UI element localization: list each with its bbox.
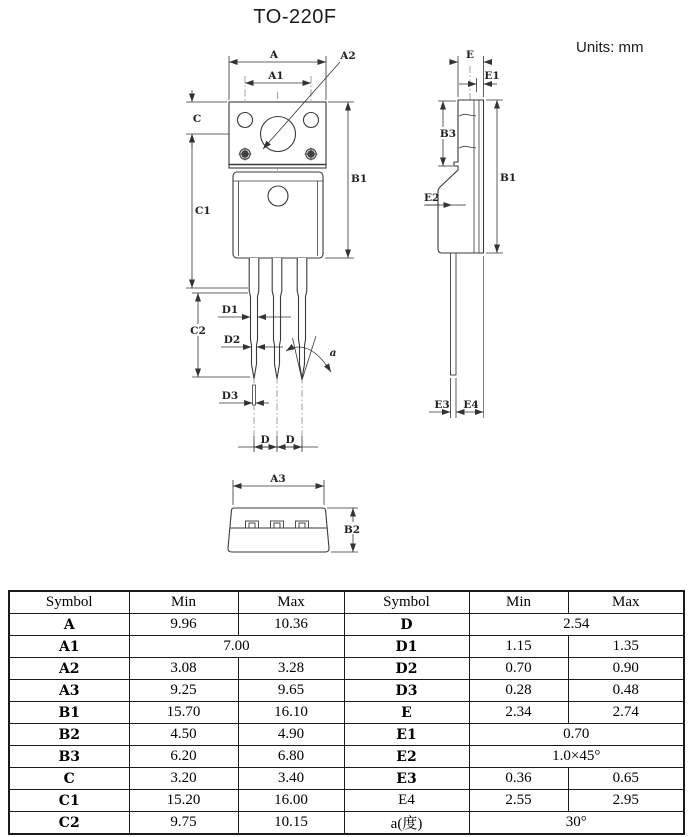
dim-label-e1: E1	[484, 70, 500, 82]
value-cell: 3.28	[238, 658, 344, 680]
table-row	[9, 746, 684, 768]
column-header: Max	[568, 591, 684, 614]
value-cell: 2.54	[469, 614, 684, 636]
dim-label-b2: B2	[343, 524, 361, 536]
dim-label-e3: E3	[434, 399, 450, 411]
value-cell: 2.74	[568, 702, 684, 724]
value-cell: 2.95	[568, 790, 684, 812]
value-cell: 16.00	[238, 790, 344, 812]
value-cell: 30°	[469, 812, 684, 835]
dim-label-b1-side: B1	[500, 172, 517, 184]
value-cell: 7.00	[129, 636, 344, 658]
dim-label-a: A	[269, 49, 279, 61]
column-header: Max	[238, 591, 344, 614]
value-cell: 10.15	[238, 812, 344, 835]
lead-3	[297, 258, 307, 379]
value-cell: 2.55	[469, 790, 568, 812]
column-header: Min	[129, 591, 238, 614]
dim-label-e4: E4	[463, 399, 479, 411]
symbol-cell: D3	[344, 680, 469, 702]
table-row	[9, 636, 684, 658]
value-cell: 0.28	[469, 680, 568, 702]
table-row	[9, 702, 684, 724]
column-header: Min	[469, 591, 568, 614]
bottom-view	[228, 473, 363, 552]
dim-label-d1: D1	[221, 304, 239, 316]
table-row	[9, 658, 684, 680]
value-cell: a(度)	[344, 812, 469, 835]
lead-2	[272, 258, 282, 379]
value-cell: 9.25	[129, 680, 238, 702]
table-row	[9, 614, 684, 636]
symbol-cell: B1	[9, 702, 129, 724]
page-title: TO-220F	[253, 6, 337, 28]
tab-outline	[229, 102, 326, 168]
dim-label-b1-front: B1	[351, 173, 368, 185]
symbol-cell: A3	[9, 680, 129, 702]
column-header: Symbol	[9, 591, 129, 614]
value-cell: 10.36	[238, 614, 344, 636]
value-cell: 9.96	[129, 614, 238, 636]
value-cell: 1.35	[568, 636, 684, 658]
symbol-cell: B2	[9, 724, 129, 746]
symbol-cell: E	[344, 702, 469, 724]
value-cell: 15.70	[129, 702, 238, 724]
lead-1	[249, 258, 259, 379]
bottom-outline	[228, 508, 329, 552]
dim-label-d-right: D	[285, 434, 295, 446]
table-row	[9, 680, 684, 702]
table-row	[9, 724, 684, 746]
dim-label-b3: B3	[439, 128, 457, 140]
dim-label-d3: D3	[221, 390, 239, 402]
value-cell: E4	[344, 790, 469, 812]
dim-label-a3: A3	[270, 473, 286, 485]
dim-label-c1: C1	[195, 205, 211, 217]
symbol-cell: A	[9, 614, 129, 636]
value-cell: 2.34	[469, 702, 568, 724]
symbol-cell: E2	[344, 746, 469, 768]
symbol-cell: C	[9, 768, 129, 790]
symbol-cell: A1	[9, 636, 129, 658]
dim-label-d2: D2	[223, 334, 241, 346]
front-view	[186, 49, 367, 452]
value-cell: 3.40	[238, 768, 344, 790]
value-cell: 0.70	[469, 658, 568, 680]
dim-label-d-left: D	[260, 434, 270, 446]
dim-label-e2: E2	[424, 192, 440, 204]
table-row	[9, 790, 684, 812]
table-header	[9, 591, 684, 614]
value-cell: 0.70	[469, 724, 684, 746]
column-header: Symbol	[344, 591, 469, 614]
dim-label-angle: a	[329, 347, 337, 359]
value-cell: 9.75	[129, 812, 238, 835]
value-cell: 16.10	[238, 702, 344, 724]
symbol-cell: E1	[344, 724, 469, 746]
symbol-cell: C2	[9, 812, 129, 835]
symbol-cell: A2	[9, 658, 129, 680]
body-outline	[233, 172, 323, 258]
table-row	[9, 812, 684, 835]
table-row	[9, 768, 684, 790]
symbol-cell: D1	[344, 636, 469, 658]
dim-label-a1: A1	[268, 70, 284, 82]
value-cell: 1.15	[469, 636, 568, 658]
value-cell: 3.08	[129, 658, 238, 680]
value-cell: 1.0×45°	[469, 746, 684, 768]
lead-sections	[246, 521, 309, 528]
symbol-cell: E3	[344, 768, 469, 790]
value-cell: 0.48	[568, 680, 684, 702]
value-cell: 4.90	[238, 724, 344, 746]
dim-label-c2: C2	[190, 325, 206, 337]
value-cell: 6.20	[129, 746, 238, 768]
side-view	[424, 49, 516, 418]
value-cell: 4.50	[129, 724, 238, 746]
side-body-outline	[438, 100, 484, 253]
dim-label-c: C	[192, 113, 202, 125]
dimensions-table	[8, 590, 685, 835]
value-cell: 9.65	[238, 680, 344, 702]
value-cell: 0.36	[469, 768, 568, 790]
dim-label-a2: A2	[340, 50, 356, 62]
value-cell: 6.80	[238, 746, 344, 768]
units-label: Units: mm	[576, 39, 644, 56]
value-cell: 0.65	[568, 768, 684, 790]
symbol-cell: B3	[9, 746, 129, 768]
value-cell: 0.90	[568, 658, 684, 680]
symbol-cell: C1	[9, 790, 129, 812]
symbol-cell: D2	[344, 658, 469, 680]
side-lead	[451, 253, 457, 375]
lead-1-tip	[253, 385, 256, 405]
dim-label-e: E	[465, 49, 475, 61]
value-cell: 3.20	[129, 768, 238, 790]
value-cell: 15.20	[129, 790, 238, 812]
symbol-cell: D	[344, 614, 469, 636]
